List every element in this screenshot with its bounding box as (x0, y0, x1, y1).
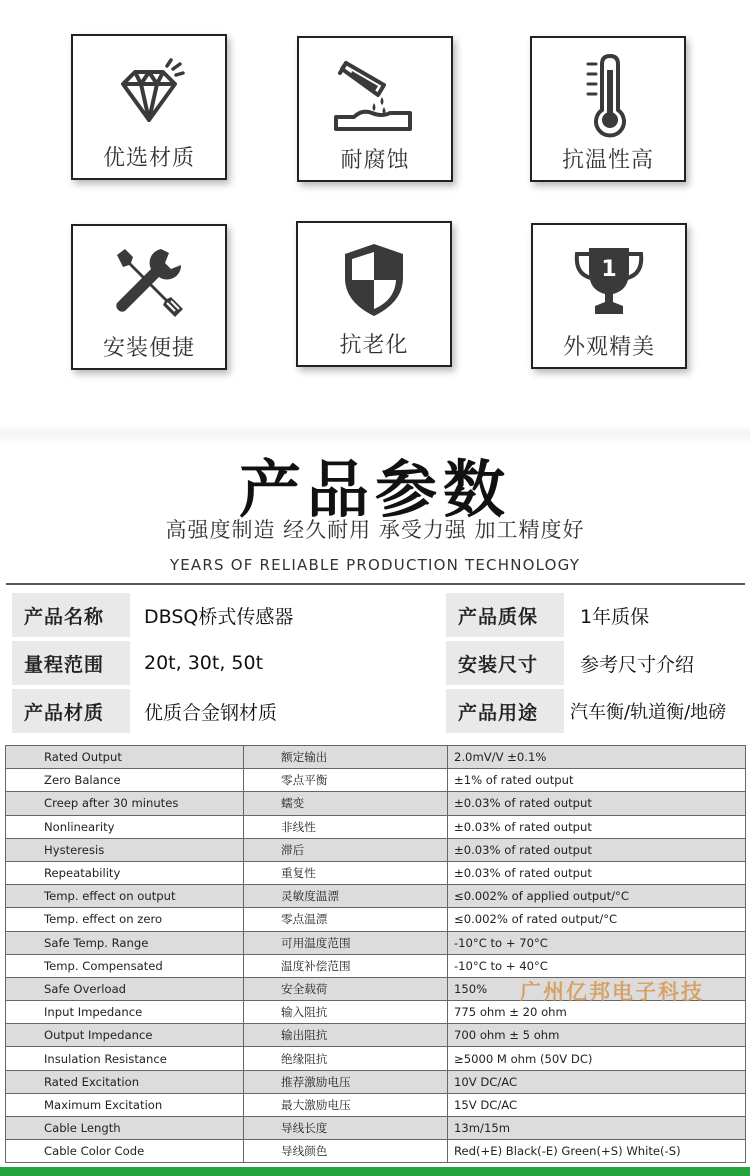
section-subtitle: 高强度制造 经久耐用 承受力强 加工精度好 (165, 518, 585, 542)
spec-name-cn: 零点平衡 (244, 769, 448, 792)
section-english-tagline: YEARS OF RELIABLE PRODUCTION TECHNOLOGY (169, 556, 581, 574)
spec-name-en: Input Impedance (6, 1001, 244, 1024)
table-row (6, 1093, 746, 1116)
info-label: 产品名称 (12, 593, 130, 637)
product-info-grid (12, 593, 738, 733)
spec-name-en: Rated Output (6, 746, 244, 769)
feature-label: 外观精美 (562, 335, 655, 360)
spec-value: Red(+E) Black(-E) Green(+S) White(-S) (448, 1140, 746, 1163)
table-row (6, 931, 746, 954)
table-row (6, 1140, 746, 1163)
spec-name-cn: 导线颜色 (244, 1140, 448, 1163)
spec-value: 10V DC/AC (448, 1070, 746, 1093)
section-title: 产品参数 (238, 453, 511, 526)
feature-label: 优选材质 (102, 146, 195, 171)
info-label: 产品用途 (446, 689, 564, 733)
spec-value: 775 ohm ± 20 ohm (448, 1001, 746, 1024)
spec-name-cn: 推荐激励电压 (244, 1070, 448, 1093)
spec-value: ±0.03% of rated output (448, 815, 746, 838)
spec-value: 2.0mV/V ±0.1% (448, 746, 746, 769)
thermometer-icon (532, 52, 684, 138)
spec-name-en: Cable Length (6, 1117, 244, 1140)
spec-name-cn: 重复性 (244, 861, 448, 884)
spec-name-cn: 额定输出 (244, 746, 448, 769)
spec-value: ±1% of rated output (448, 769, 746, 792)
spec-name-en: Cable Color Code (6, 1140, 244, 1163)
table-row (6, 838, 746, 861)
info-label: 量程范围 (12, 641, 130, 685)
spec-name-en: Zero Balance (6, 769, 244, 792)
spec-value: -10°C to + 70°C (448, 931, 746, 954)
spec-value: ≥5000 M ohm (50V DC) (448, 1047, 746, 1070)
info-value: 1年质保 (568, 593, 738, 637)
feature-tile-corrosion (297, 36, 453, 182)
spec-name-en: Insulation Resistance (6, 1047, 244, 1070)
feature-label: 安装便捷 (102, 336, 195, 361)
spec-name-en: Repeatability (6, 861, 244, 884)
spec-name-cn: 绝缘阻抗 (244, 1047, 448, 1070)
table-row (6, 1024, 746, 1047)
spec-name-cn: 输入阻抗 (244, 1001, 448, 1024)
spec-name-cn: 蠕变 (244, 792, 448, 815)
feature-tile-installation (71, 224, 227, 370)
info-value: DBSQ桥式传感器 (132, 593, 444, 637)
spec-name-cn: 可用温度范围 (244, 931, 448, 954)
spec-value: 700 ohm ± 5 ohm (448, 1024, 746, 1047)
info-value: 优质合金钢材质 (132, 689, 444, 733)
spec-name-cn: 输出阻抗 (244, 1024, 448, 1047)
spec-name-en: Temp. effect on zero (6, 908, 244, 931)
info-value: 汽车衡/轨道衡/地磅 (568, 689, 738, 733)
feature-tile-temperature (530, 36, 686, 182)
info-label: 产品材质 (12, 689, 130, 733)
spec-name-en: Maximum Excitation (6, 1093, 244, 1116)
table-row (6, 815, 746, 838)
spec-name-cn: 滞后 (244, 838, 448, 861)
spec-name-en: Temp. effect on output (6, 885, 244, 908)
info-label: 产品质保 (446, 593, 564, 637)
trophy-number: 1 (601, 257, 617, 282)
feature-label: 抗老化 (339, 333, 409, 358)
table-row (6, 885, 746, 908)
spec-value: ±0.03% of rated output (448, 838, 746, 861)
spec-name-cn: 零点温漂 (244, 908, 448, 931)
spec-name-en: Output Impedance (6, 1024, 244, 1047)
spec-value: ±0.03% of rated output (448, 861, 746, 884)
section-rule (6, 583, 745, 585)
feature-label: 抗温性高 (561, 148, 654, 173)
spec-name-en: Hysteresis (6, 838, 244, 861)
spec-table (5, 745, 746, 1163)
table-row (6, 769, 746, 792)
feature-tile-material (71, 34, 227, 180)
spec-name-en: Rated Excitation (6, 1070, 244, 1093)
spec-name-cn: 灵敏度温漂 (244, 885, 448, 908)
diamond-icon (73, 50, 225, 136)
spec-value: ≤0.002% of rated output/°C (448, 908, 746, 931)
spec-name-en: Nonlinearity (6, 815, 244, 838)
spec-name-en: Temp. Compensated (6, 954, 244, 977)
spec-name-en: Safe Overload (6, 977, 244, 1000)
spec-value: 15V DC/AC (448, 1093, 746, 1116)
table-row (6, 792, 746, 815)
spec-value: ±0.03% of rated output (448, 792, 746, 815)
company-watermark: 广州亿邦电子科技 (520, 980, 704, 1004)
spec-name-cn: 温度补偿范围 (244, 954, 448, 977)
tools-icon (73, 240, 225, 326)
info-value: 20t, 30t, 50t (132, 641, 444, 685)
spec-name-en: Creep after 30 minutes (6, 792, 244, 815)
table-row (6, 861, 746, 884)
table-row (6, 1117, 746, 1140)
table-row (6, 1070, 746, 1093)
table-row (6, 954, 746, 977)
spec-value: 150% (448, 977, 746, 1000)
spec-value: -10°C to + 40°C (448, 954, 746, 977)
spec-value: 13m/15m (448, 1117, 746, 1140)
spec-name-cn: 最大激励电压 (244, 1093, 448, 1116)
info-value: 参考尺寸介绍 (568, 641, 738, 685)
feature-tile-anti-aging (296, 221, 452, 367)
shield-icon (298, 237, 450, 323)
feature-tile-appearance (531, 223, 687, 369)
info-label: 安装尺寸 (446, 641, 564, 685)
test-tube-icon (299, 52, 451, 138)
spec-value: ≤0.002% of applied output/°C (448, 885, 746, 908)
table-row (6, 1047, 746, 1070)
spec-name-cn: 安全载荷 (244, 977, 448, 1000)
spec-name-cn: 导线长度 (244, 1117, 448, 1140)
trophy-icon (533, 239, 685, 325)
table-row (6, 746, 746, 769)
bottom-accent-bar (0, 1167, 750, 1176)
spec-name-en: Safe Temp. Range (6, 931, 244, 954)
spec-name-cn: 非线性 (244, 815, 448, 838)
table-row (6, 908, 746, 931)
feature-label: 耐腐蚀 (340, 148, 410, 173)
